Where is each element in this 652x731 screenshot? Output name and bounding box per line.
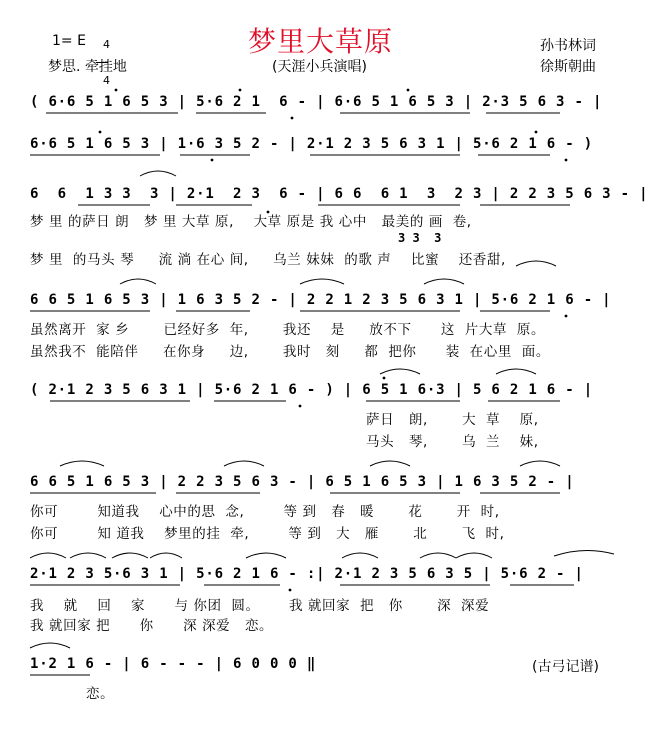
notation-line-5: ( 2·1 2 3 5 6 3 1 | 5·6 2 1 6 - ) | 6 5 1 6·3 | 5 6 2 1 6 - | (30, 382, 593, 398)
lyric-line-4b: 虽然我不 能陪伴 在你身 边, 我时 刻 都 把你 装 在心里 面。 (30, 344, 550, 360)
tie (224, 461, 264, 466)
tie (554, 550, 614, 556)
tie (420, 553, 456, 558)
tie (516, 261, 556, 266)
triplet-annotation: 3 3 3 (398, 231, 442, 245)
lyric-line-8: 恋。 (86, 686, 115, 702)
tie (456, 553, 492, 558)
lyric-line-7a: 我 就 回 家 与 你团 圆。 我 就回家 把 你 深 深爱 (30, 598, 490, 614)
lyric-line-6b: 你可 知 道我 梦里的挂 牵, 等 到 大 雁 北 飞 时, (30, 526, 505, 542)
lyric-line-3a: 梦 里 的萨日 朗 梦 里 大草 原, 大草 原是 我 心中 最美的 画 卷, (30, 214, 472, 230)
lyric-line-5b: 马头 琴, 乌 兰 妹, (366, 434, 539, 450)
tie (246, 553, 286, 558)
tie (140, 171, 176, 176)
notation-line-6: 6 6 5 1 6 5 3 | 2 2 3 5 6 3 - | 6 5 1 6 5 3 | 1 6 3 5 2 - | (30, 474, 575, 490)
performance-style: 梦思. 牵挂地 (48, 59, 127, 75)
octave-dot (115, 89, 118, 92)
key-signature: 1= E (52, 33, 86, 49)
tie (424, 279, 464, 284)
tie (150, 553, 182, 558)
octave-dot (211, 159, 214, 162)
octave-dot (299, 405, 302, 408)
tie (370, 461, 410, 466)
performer: (天涯小兵演唱) (272, 59, 367, 75)
tie (30, 643, 70, 648)
lyricist: 孙书林词 (540, 38, 596, 54)
octave-dot (289, 589, 292, 592)
lyric-line-7b: 我 就回家 把 你 深 深爱 恋。 (30, 618, 274, 634)
notation-line-2: 6·6 5 1 6 5 3 | 1·6 3 5 2 - | 2·1 2 3 5 6 3 1 | 5·6 2 1 6 - ) (30, 136, 593, 152)
tie (380, 369, 420, 374)
notation-line-1: ( 6·6 5 1 6 5 3 | 5·6 2 1 6 - | 6·6 5 1 6 5 3 | 2·3 5 6 3 - | (30, 94, 603, 110)
octave-dot (383, 377, 386, 380)
lyric-line-3b: 梦 里 的马头 琴 流 淌 在心 间, 乌兰 妹妹 的歌 声 比蜜 还香甜, (30, 252, 506, 268)
tie (520, 461, 560, 466)
transcriber-note: (古弓记谱) (532, 659, 599, 675)
lyric-line-4a: 虽然离开 家 乡 已经好多 年, 我还 是 放不下 这 片大草 原。 (30, 322, 546, 338)
notation-line-3: 6 6 1 3 3 3 | 2·1 2 3 6 - | 6 6 6 1 3 2 3 | 2 2 3 5 6 3 - | (30, 186, 649, 202)
song-title: 梦里大草原 (248, 25, 394, 58)
octave-dot (565, 159, 568, 162)
tie (30, 553, 66, 558)
notation-line-8: 1·2 1 6 - | 6 - - - | 6 0 0 0 ‖ (30, 656, 317, 672)
notation-line-4: 6 6 5 1 6 5 3 | 1 6 3 5 2 - | 2 2 1 2 3 5 6 3 1 | 5·6 2 1 6 - | (30, 292, 612, 308)
tie (300, 279, 344, 284)
octave-dot (535, 131, 538, 134)
octave-dot (291, 117, 294, 120)
tie (120, 279, 156, 284)
lyric-line-5a: 萨日 朗, 大 草 原, (366, 412, 539, 428)
lyric-line-6a: 你可 知道我 心中的思 念, 等 到 春 暖 花 开 时, (30, 504, 500, 520)
tie (60, 461, 104, 466)
octave-dot (565, 315, 568, 318)
tie (70, 553, 106, 558)
tie (112, 553, 148, 558)
octave-dot (239, 89, 242, 92)
tie (496, 369, 536, 374)
time-signature-bottom: 4 (103, 74, 110, 87)
octave-dot (99, 131, 102, 134)
composer: 徐斯朝曲 (540, 59, 596, 75)
tie (342, 553, 378, 558)
octave-dot (407, 89, 410, 92)
notation-line-7: 2·1 2 3 5·6 3 1 | 5·6 2 1 6 - :| 2·1 2 3 5 6 3 5 | 5·6 2 - | (30, 566, 584, 582)
time-signature-top: 4 (103, 38, 110, 51)
